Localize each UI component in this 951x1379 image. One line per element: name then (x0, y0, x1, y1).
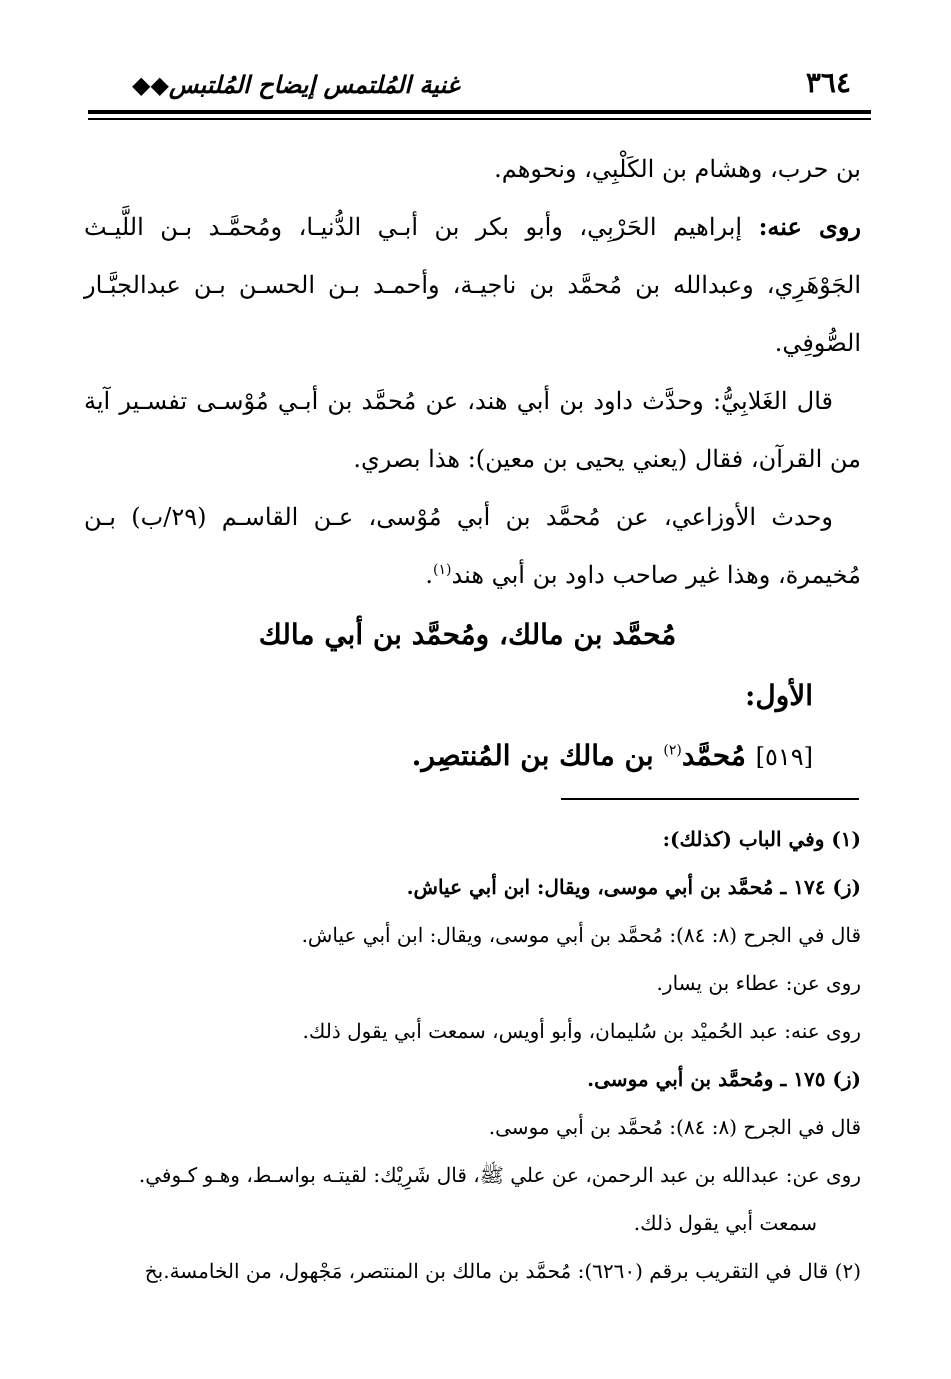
header-rule-thin (88, 118, 871, 120)
footnote-1-line: قال في الجرح (٨: ٨٤): مُحمَّد بن أبي موسى. (488, 1115, 861, 1139)
footnote-1-line: روى عنه: عبد الحُميْد بن سُليمان، وأبو أويس، سمعت أبي يقول ذلك. (302, 1019, 861, 1043)
running-title: غنية المُلتمس إيضاح المُلتبس◆◆ (132, 70, 460, 99)
entry-519 (84, 726, 861, 787)
footnote-1-line: روى عن: عطاء بن يسار. (656, 971, 861, 995)
paragraph-3: قال الغَلابِيُّ: وحدَّث داود بن أبي هند، عن مُحمَّد بن أبـي مُوْسـى تفسـير آية من القرآن، فقال (يعني يحيى بن معين): هذا بصري. (84, 387, 861, 473)
page-number: ٣٦٤ (805, 66, 851, 99)
footnote-1-line: سمعت أبي يقول ذلك. (633, 1211, 817, 1235)
narrators-from-label: روى عنه: (758, 212, 862, 241)
main-text (84, 140, 861, 787)
paragraph-4 (84, 488, 861, 604)
footnote-1-title: (١) وفي الباب (كذلك): (662, 827, 861, 851)
footnote-1-entry-174: (ز) ١٧٤ ـ مُحمَّد بن أبي موسى، ويقال: ابن أبي عياش. (406, 875, 861, 899)
footnote-1-line: قال في الجرح (٨: ٨٤): مُحمَّد بن أبي موسى، ويقال: ابن أبي عياش. (301, 923, 861, 947)
paragraph-4-text: وحدث الأوزاعي، عن مُحمَّد بن أبي مُوْسى، عـن القاسـم (٢٩/ب) بـن مُخيمرة، وهذا غير صاحب داود بن أبي هند (84, 503, 861, 589)
entry-name-part-1: مُحمَّد (681, 739, 756, 772)
footnote-ref-2[interactable]: (٢) (663, 742, 682, 759)
first-label: الأول: (745, 679, 813, 712)
page-header (92, 64, 859, 104)
footnote-1-line: روى عن: عبدالله بن عبد الرحمن، عن علي ﷺ، قال شَرِيْك: لقيتـه بواسـط، وهـو كـوفي. (138, 1163, 861, 1187)
footnote-ref-1[interactable]: (١) (433, 562, 452, 578)
footnote-2: (٢) قال في التقريب برقم (٦٢٦٠): مُحمَّد بن مالك بن المنتصر، مَجْهول، من الخامسة.بخ (144, 1259, 861, 1283)
paragraph-2 (84, 198, 861, 372)
paragraph-2-text: إبراهيم الحَرْبِي، وأبو بكر بن أبـي الدُّنيـا، ومُحمَّـد بـن اللَّيـث الجَوْهَرِي، وعبدالله بن مُحمَّد بن ناجيـة، وأحمـد بـن الحسـن بـن عبدالجبَّـار الصُّوفِي. (84, 213, 861, 357)
footnote-1-entry-175: (ز) ١٧٥ ـ ومُحمَّد بن أبي موسى. (587, 1067, 861, 1091)
footnotes (88, 815, 861, 1295)
entry-number: [٥١٩] (755, 743, 813, 771)
section-heading: مُحمَّد بن مالك، ومُحمَّد بن أبي مالك (258, 618, 677, 651)
header-rule-thick (88, 110, 871, 114)
paragraph-1: بن حرب، وهشام بن الكَلْبِي، ونحوهم. (494, 155, 861, 183)
entry-name-part-2: بن مالك بن المُنتصِر. (411, 739, 664, 772)
paragraph-4-end: . (425, 561, 434, 589)
footnote-separator (561, 798, 859, 800)
